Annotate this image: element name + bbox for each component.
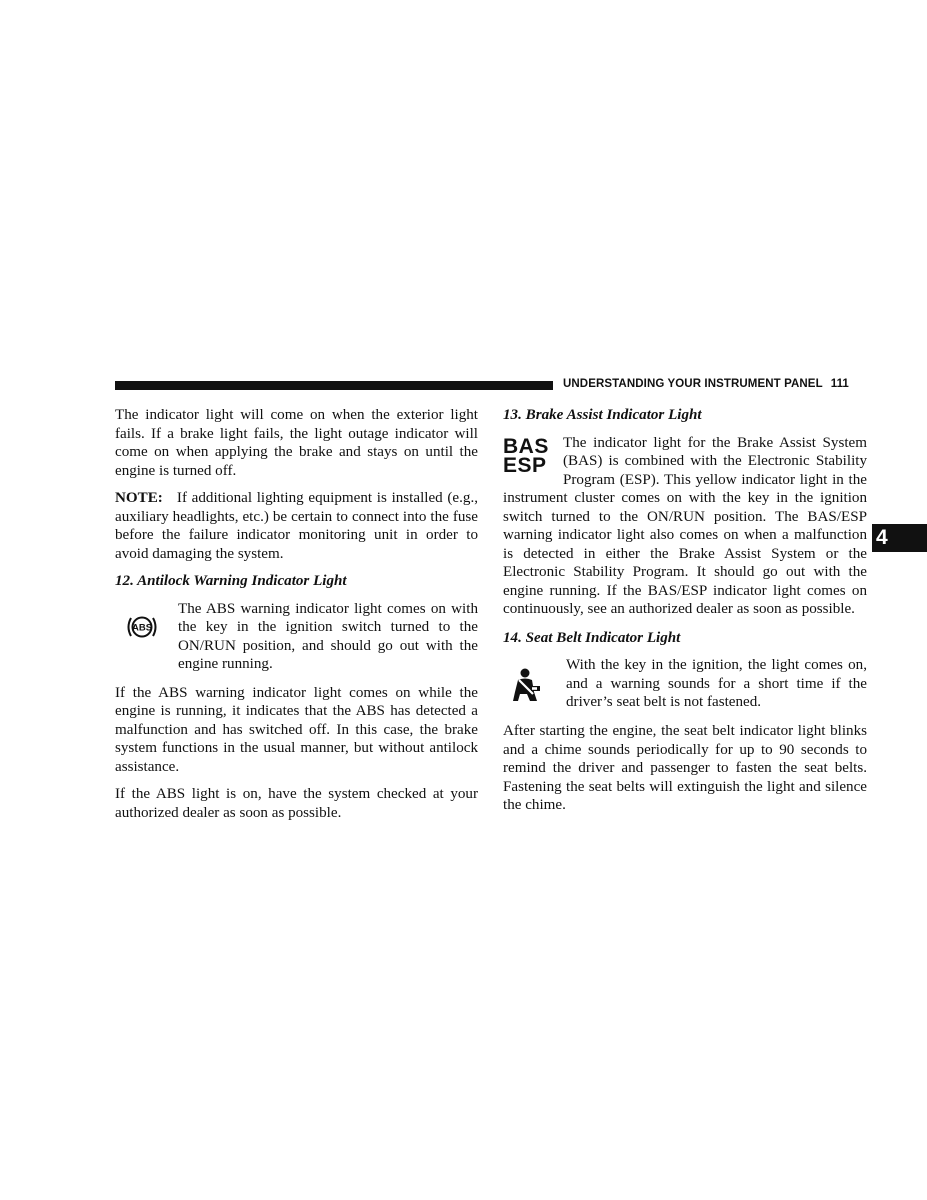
- note-paragraph: [115, 489, 478, 563]
- header-rule: [115, 381, 553, 390]
- page-number: 111: [830, 378, 849, 390]
- running-header: [563, 378, 849, 390]
- seat-belt-icon: [503, 656, 566, 712]
- abs-icon: [115, 600, 178, 674]
- bas-heading: 13. Brake Assist Indicator Light: [503, 407, 702, 423]
- belt-heading: 14. Seat Belt Indicator Light: [503, 629, 681, 646]
- belt-paragraph-2: After starting the engine, the seat belt indicator light blinks and a chime sounds periodically for up to 90 seconds to remind the driver and passenger to fasten the seat belts. Fastening the seat belts will extinguish the light and silence the chime.: [503, 723, 867, 813]
- abs-text: The ABS warning indicator light comes on with the key in the ignition switch turned to the ON/RUN position, and should go out with the engine running.: [178, 600, 478, 672]
- bas-esp-icon: [503, 434, 561, 475]
- bas-icon-line1: BAS: [503, 434, 549, 458]
- abs-paragraph-2: If the ABS warning indicator light comes on while the engine is running, it indicates that the ABS has detected a malfunction and has switched off. In this case, the brake system functions in the usual manner, but without antilock assistance.: [115, 684, 478, 775]
- bas-icon-line2: ESP: [503, 453, 547, 477]
- abs-heading: 12. Antilock Warning Indicator Light: [115, 573, 347, 589]
- abs-icon-text: ABS: [131, 622, 153, 633]
- abs-paragraph-3: If the ABS light is on, have the system checked at your authorized dealer as soon as possible.: [115, 786, 478, 821]
- bas-section: [503, 434, 867, 619]
- abs-section: [115, 600, 478, 674]
- belt-section: [503, 656, 867, 712]
- left-column: [115, 406, 478, 831]
- note-text: If additional lighting equipment is installed (e.g., auxiliary headlights, etc.) be certain to connect into the fuse before the failure indicator monitoring unit in order to avoid damaging the system.: [115, 490, 479, 562]
- intro-paragraph: The indicator light will come on when the exterior light fails. If a brake light fails, the light outage indicator will come on when applying the brake and stays on until the engine is turned off.: [115, 407, 478, 479]
- chapter-tab: 4: [872, 524, 927, 552]
- right-column: [503, 406, 867, 824]
- bas-text: The indicator light for the Brake Assist System (BAS) is combined with the Electronic Stability Program (ESP). This yellow indicator light in the instrument cluster comes on with the key in the ignition switch turned to the ON/RUN position. The BAS/ESP warning indicator light also comes on when a malfunction is detected in either the Brake Assist System or the Electronic Stability Program. It should go out with the engine running. If the BAS/ESP indicator light comes on continuously, see an authorized dealer as soon as possible.: [503, 434, 867, 617]
- belt-text: With the key in the ignition, the light comes on, and a warning sounds for a short time if the driver’s seat belt is not fastened.: [566, 657, 867, 710]
- section-title: UNDERSTANDING YOUR INSTRUMENT PANEL: [563, 378, 823, 390]
- note-label: NOTE:: [115, 490, 163, 506]
